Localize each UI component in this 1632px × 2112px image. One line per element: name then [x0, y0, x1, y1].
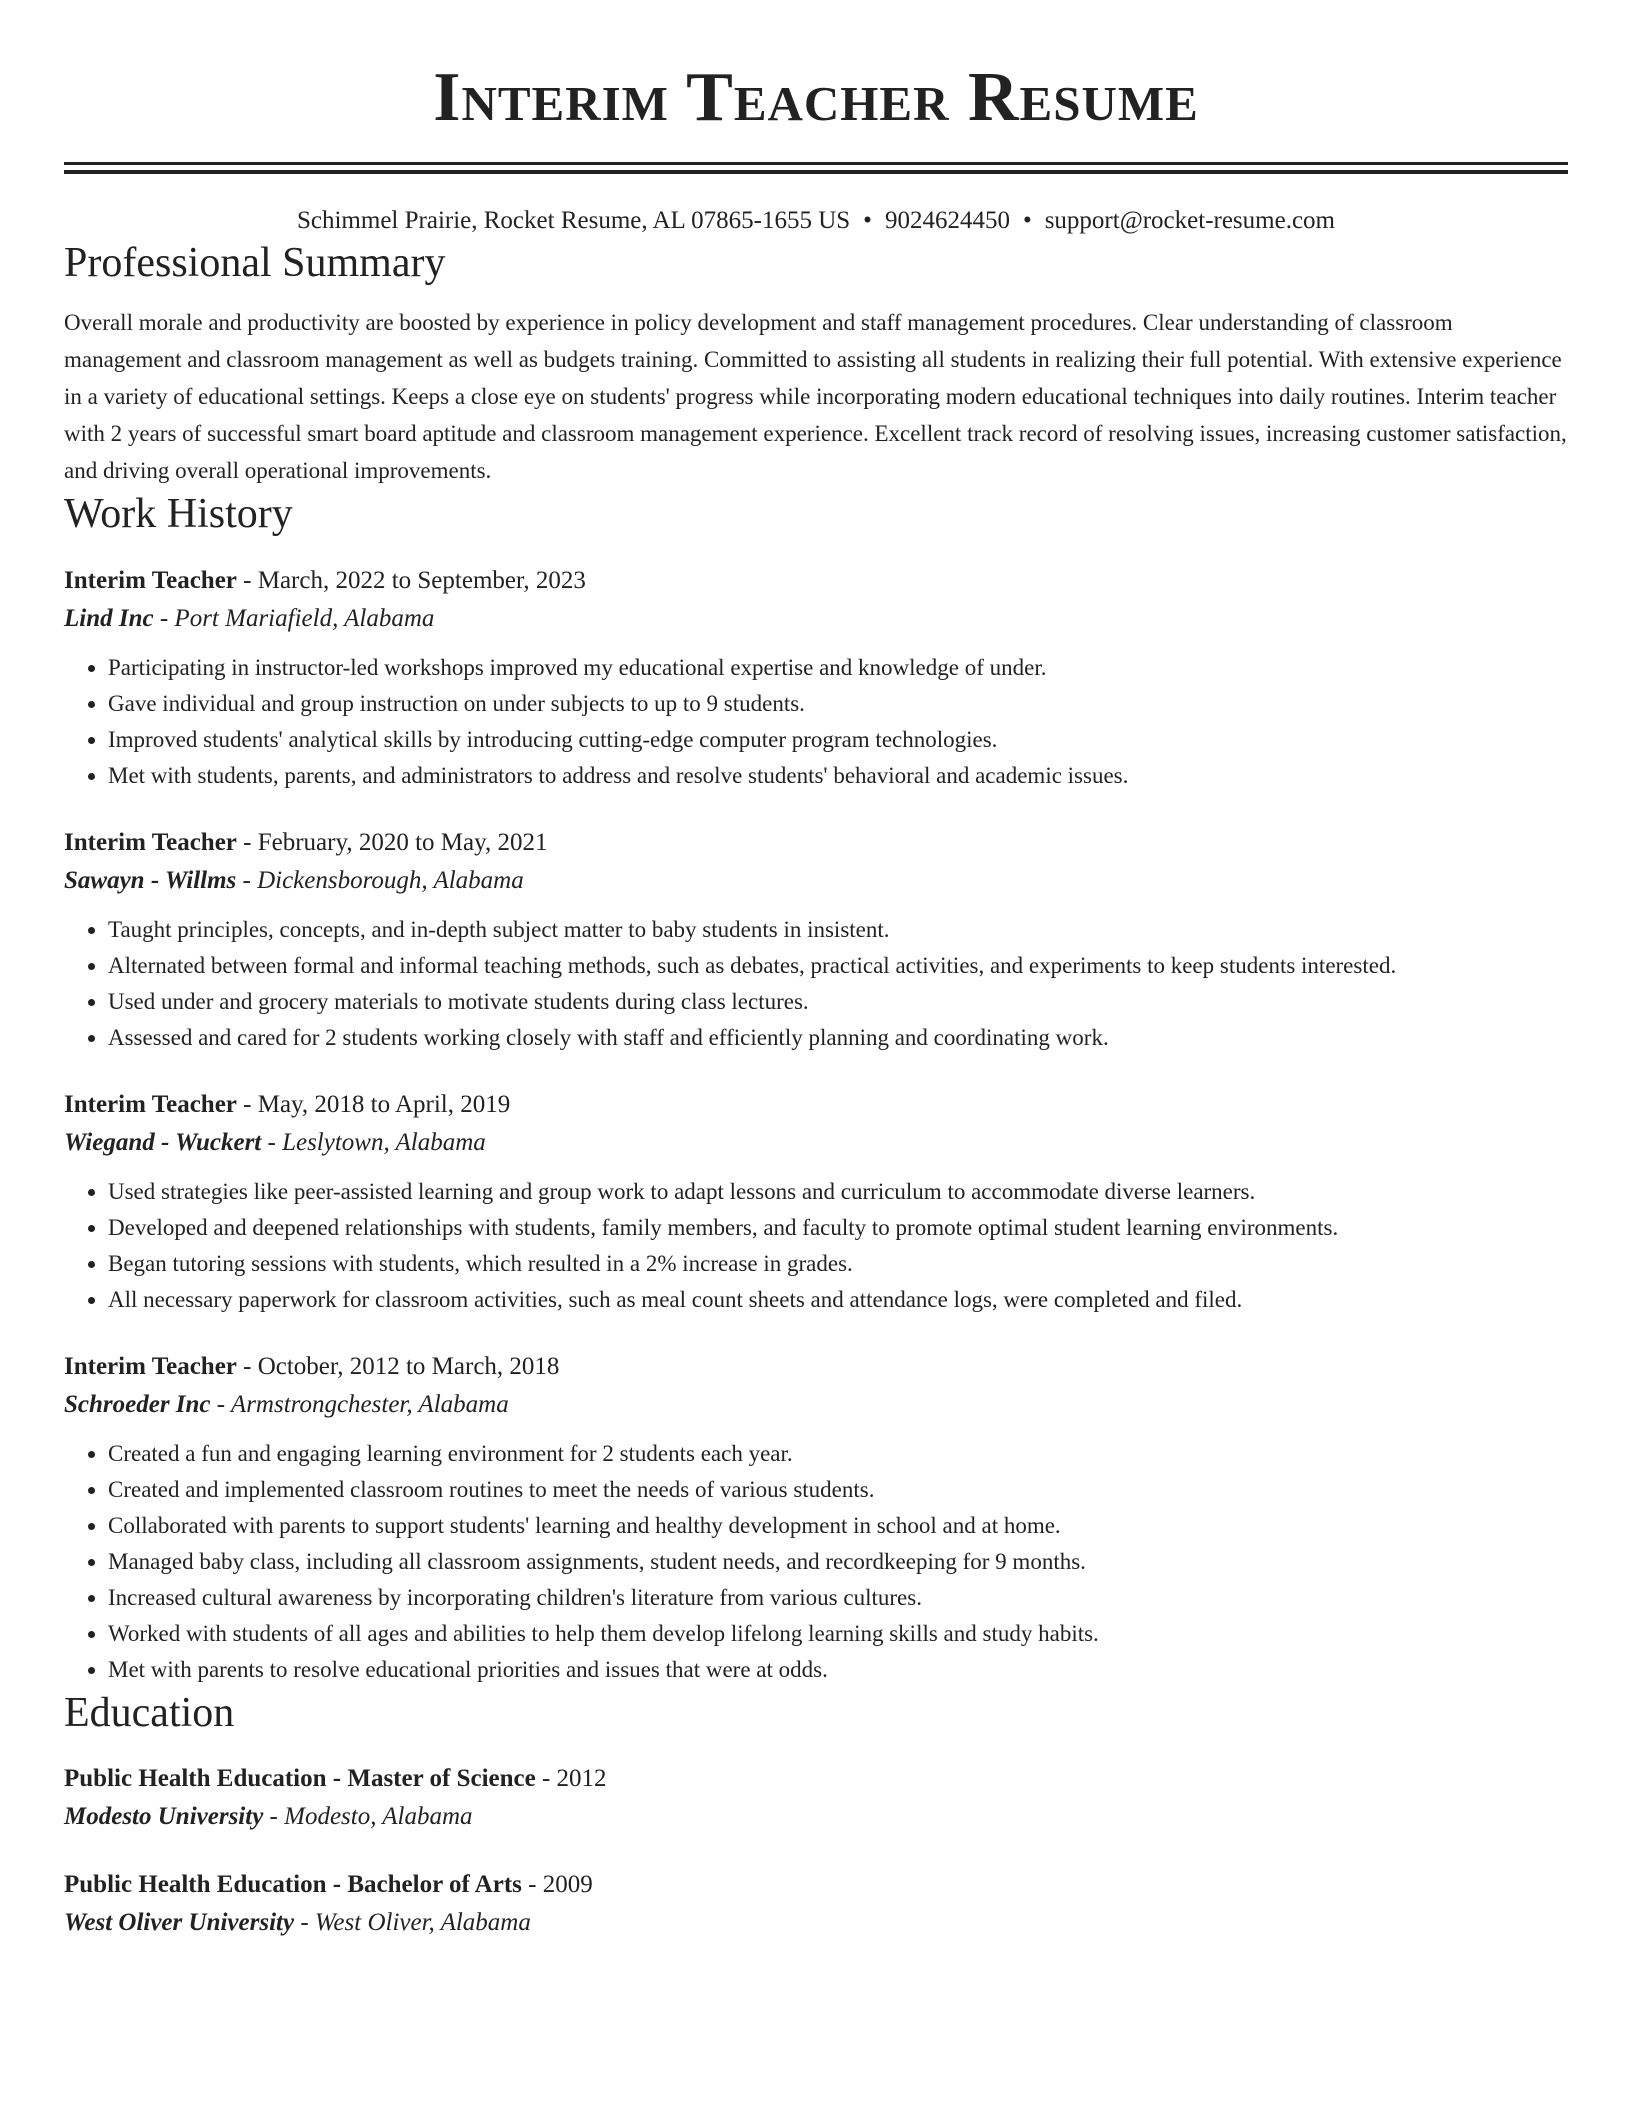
- job-dates: - October, 2012 to March, 2018: [236, 1353, 560, 1380]
- job-title-line: [64, 562, 1568, 600]
- job-title: Interim Teacher: [64, 1091, 237, 1118]
- job-bullet-list: [64, 650, 1568, 794]
- job-company: Lind Inc: [64, 605, 154, 632]
- job-bullet: • All necessary paperwork for classroom activities, such as meal count sheets and attendance logs, were completed and filed.: [108, 1282, 1568, 1318]
- job-entry: [64, 1348, 1568, 1688]
- page-title: Interim Teacher Resume: [433, 59, 1199, 136]
- job-bullet: • Collaborated with parents to support students' learning and healthy development in school and at home.: [108, 1508, 1568, 1544]
- job-location: - Leslytown, Alabama: [261, 1129, 486, 1156]
- contact-phone: 9024624450: [884, 207, 1010, 234]
- job-bullet: • Used under and grocery materials to motivate students during class lectures.: [108, 984, 1568, 1020]
- contact-line: [64, 204, 1568, 238]
- job-dates: - May, 2018 to April, 2019: [236, 1091, 511, 1118]
- contact-email: support@rocket-resume.com: [1044, 207, 1335, 234]
- job-entry: [64, 824, 1568, 1056]
- job-entry: [64, 1086, 1568, 1318]
- title-double-rule: [64, 162, 1568, 174]
- job-bullet: • Created a fun and engaging learning environment for 2 students each year.: [108, 1436, 1568, 1472]
- job-dates: - March, 2022 to September, 2023: [236, 567, 586, 594]
- job-company: Sawayn - Willms: [64, 867, 237, 894]
- education-year: - 2012: [535, 1765, 607, 1792]
- education-degree-line: [64, 1760, 1568, 1798]
- job-title-line: [64, 1348, 1568, 1386]
- job-bullet: • Developed and deepened relationships with students, family members, and faculty to promote optimal student learning environments.: [108, 1210, 1568, 1246]
- education-degree: Public Health Education - Bachelor of Arts: [64, 1871, 522, 1898]
- contact-separator: •: [863, 207, 872, 234]
- job-bullet: • Increased cultural awareness by incorporating children's literature from various cultures.: [108, 1580, 1568, 1616]
- education-degree-line: [64, 1866, 1568, 1904]
- education-degree: Public Health Education - Master of Science: [64, 1765, 536, 1792]
- education-school: West Oliver University: [64, 1909, 295, 1936]
- education-entry: [64, 1866, 1568, 1942]
- job-bullet: • Met with parents to resolve educational priorities and issues that were at odds.: [108, 1652, 1568, 1688]
- job-bullet: • Taught principles, concepts, and in-depth subject matter to baby students in insistent.: [108, 912, 1568, 948]
- job-bullet: • Improved students' analytical skills by introducing cutting-edge computer program technologies.: [108, 722, 1568, 758]
- work-history-heading: Work History: [64, 491, 293, 537]
- job-company-line: [64, 600, 1568, 638]
- job-bullet-list: [64, 912, 1568, 1056]
- education-location: - West Oliver, Alabama: [294, 1909, 531, 1936]
- job-title: Interim Teacher: [64, 567, 237, 594]
- job-title-line: [64, 1086, 1568, 1124]
- education-entry: [64, 1760, 1568, 1836]
- job-bullet: • Assessed and cared for 2 students working closely with staff and efficiently planning and coordinating work.: [108, 1020, 1568, 1056]
- contact-address: Schimmel Prairie, Rocket Resume, AL 07865-1655 US: [296, 207, 851, 234]
- job-company-line: [64, 1124, 1568, 1162]
- job-bullet: • Met with students, parents, and administrators to address and resolve students' behavioral and academic issues.: [108, 758, 1568, 794]
- education-school: Modesto University: [64, 1803, 264, 1830]
- job-company: Schroeder Inc: [64, 1391, 211, 1418]
- job-bullet: • Managed baby class, including all classroom assignments, student needs, and recordkeeping for 9 months.: [108, 1544, 1568, 1580]
- job-bullet: • Participating in instructor-led workshops improved my educational expertise and knowledge of under.: [108, 650, 1568, 686]
- job-bullet: • Created and implemented classroom routines to meet the needs of various students.: [108, 1472, 1568, 1508]
- job-company-line: [64, 862, 1568, 900]
- job-location: - Port Mariafield, Alabama: [153, 605, 435, 632]
- job-bullet-list: [64, 1436, 1568, 1688]
- job-bullet-list: [64, 1174, 1568, 1318]
- summary-text: Overall morale and productivity are boosted by experience in policy development and staff management procedures. Clear understanding of classroom management and classroom management as well as budgets training. Committed to assisting all students in realizing their full potential. With extensive experience in a variety of educational settings. Keeps a close eye on students' progress while incorporating modern educational techniques into daily routines. Interim teacher with 2 years of successful smart board aptitude and classroom management experience. Excellent track record of resolving issues, increasing customer satisfaction, and driving overall operational improvements.: [64, 310, 1567, 483]
- job-entry: [64, 562, 1568, 794]
- job-bullet: • Used strategies like peer-assisted learning and group work to adapt lessons and curriculum to accommodate diverse learners.: [108, 1174, 1568, 1210]
- job-company: Wiegand - Wuckert: [64, 1129, 262, 1156]
- job-bullet: • Alternated between formal and informal teaching methods, such as debates, practical activities, and experiments to keep students interested.: [108, 948, 1568, 984]
- job-title-line: [64, 824, 1568, 862]
- education-school-line: [64, 1904, 1568, 1942]
- job-dates: - February, 2020 to May, 2021: [236, 829, 548, 856]
- summary-heading: Professional Summary: [64, 240, 446, 286]
- job-company-line: [64, 1386, 1568, 1424]
- job-title: Interim Teacher: [64, 1353, 237, 1380]
- job-location: - Armstrongchester, Alabama: [210, 1391, 509, 1418]
- job-bullet: • Gave individual and group instruction on under subjects to up to 9 students.: [108, 686, 1568, 722]
- education-location: - Modesto, Alabama: [263, 1803, 473, 1830]
- education-year: - 2009: [521, 1871, 593, 1898]
- job-location: - Dickensborough, Alabama: [236, 867, 524, 894]
- job-bullet: • Worked with students of all ages and abilities to help them develop lifelong learning skills and study habits.: [108, 1616, 1568, 1652]
- education-heading: Education: [64, 1690, 235, 1736]
- job-bullet: • Began tutoring sessions with students, which resulted in a 2% increase in grades.: [108, 1246, 1568, 1282]
- education-school-line: [64, 1798, 1568, 1836]
- contact-separator: •: [1022, 207, 1032, 234]
- job-title: Interim Teacher: [64, 829, 237, 856]
